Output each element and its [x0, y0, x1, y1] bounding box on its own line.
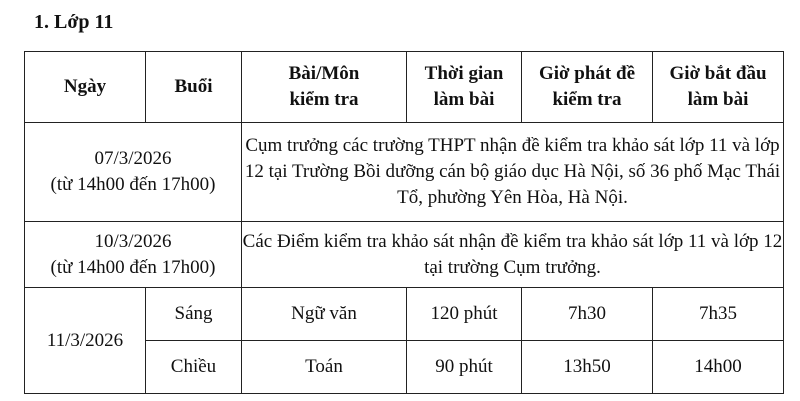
subject-cell: Ngữ văn	[242, 288, 407, 341]
header-mon: Bài/Môn kiểm tra	[242, 52, 407, 123]
header-thoigian: Thời gian làm bài	[407, 52, 522, 123]
table-row	[25, 222, 784, 288]
start-time-cell: 14h00	[653, 341, 784, 394]
duration-cell: 90 phút	[407, 341, 522, 394]
header-ngay: Ngày	[25, 52, 146, 123]
date-cell: 07/3/2026 (từ 14h00 đến 17h00)	[25, 123, 242, 222]
exam-schedule-table	[24, 51, 784, 394]
table-row	[25, 123, 784, 222]
subject-cell: Toán	[242, 341, 407, 394]
header-buoi: Buổi	[146, 52, 242, 123]
notice-cell: Các Điểm kiểm tra khảo sát nhận đề kiểm tra khảo sát lớp 11 và lớp 12 tại trường Cụm trưởng.	[242, 222, 784, 288]
header-batdau: Giờ bắt đầu làm bài	[653, 52, 784, 123]
section-heading: 1. Lớp 11	[34, 11, 114, 33]
distribution-time-cell: 7h30	[522, 288, 653, 341]
table-row	[25, 288, 784, 341]
header-row	[25, 52, 784, 123]
session-cell: Sáng	[146, 288, 242, 341]
notice-cell: Cụm trưởng các trường THPT nhận đề kiểm tra khảo sát lớp 11 và lớp 12 tại Trường Bồi dưỡng cán bộ giáo dục Hà Nội, số 36 phố Mạc Thái Tổ, phường Yên Hòa, Hà Nội.	[242, 123, 784, 222]
header-phatde: Giờ phát đề kiểm tra	[522, 52, 653, 123]
date-cell: 10/3/2026 (từ 14h00 đến 17h00)	[25, 222, 242, 288]
exam-date-cell: 11/3/2026	[25, 288, 146, 394]
duration-cell: 120 phút	[407, 288, 522, 341]
session-cell: Chiều	[146, 341, 242, 394]
distribution-time-cell: 13h50	[522, 341, 653, 394]
start-time-cell: 7h35	[653, 288, 784, 341]
